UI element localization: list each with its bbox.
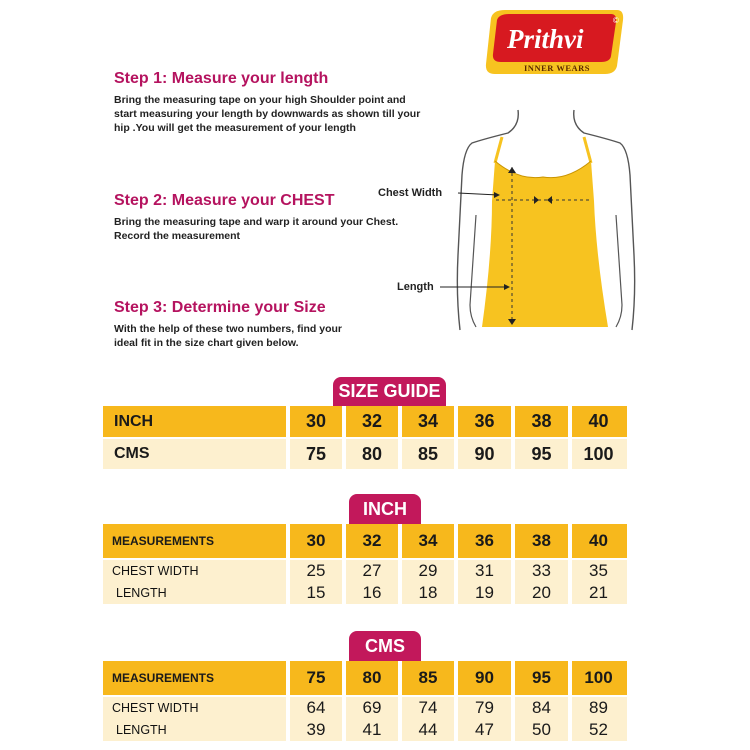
brand-logo-graphic — [483, 8, 625, 76]
cms-table — [103, 661, 627, 741]
cms-length-cell: 41 — [362, 720, 382, 739]
size-guide-inch-cell: 30 — [305, 411, 327, 431]
cms-length-cell: 44 — [418, 720, 438, 739]
inch-length-cell: 21 — [589, 583, 608, 602]
size-guide-cms-cell: 95 — [531, 443, 552, 464]
inch-size-cell: 32 — [362, 531, 382, 550]
step-3-title: Step 3: Determine your Size — [114, 299, 326, 316]
inch-chest-cell: 27 — [362, 561, 382, 580]
size-guide-inch-cell: 36 — [474, 411, 495, 431]
cms-chest-label: CHEST WIDTH — [112, 701, 199, 715]
step-1-text: Bring the measuring tape on your high Shoulder point and start measuring your length by downwards as shown till your hip .You will get the measurement of your length — [114, 94, 421, 134]
step-2-text: Bring the measuring tape and warp it around your Chest. Record the measurement — [114, 216, 399, 242]
brand-tagline: INNER WEARS — [524, 63, 591, 73]
cms-size-cell: 80 — [362, 668, 382, 687]
size-guide-inch-row — [103, 406, 627, 437]
cms-table-title: CMS — [349, 631, 421, 662]
cms-size-cell: 90 — [475, 668, 494, 687]
inch-table — [103, 524, 627, 604]
inch-length-cell: 15 — [306, 583, 326, 602]
inch-chest-label: CHEST WIDTH — [112, 564, 199, 578]
cms-chest-cell: 84 — [532, 698, 551, 717]
length-label: Length — [397, 281, 434, 293]
size-guide-inch-cell: 38 — [531, 411, 552, 431]
cms-size-cell: 95 — [532, 668, 551, 687]
cms-chest-cell: 64 — [306, 698, 326, 717]
chest-width-label: Chest Width — [378, 187, 443, 199]
inch-header-label: MEASUREMENTS — [112, 534, 215, 548]
cms-size-cell: 75 — [306, 668, 326, 687]
inch-header-row — [103, 524, 627, 558]
inch-table-title: INCH — [349, 494, 421, 524]
size-guide-cms-cell: 85 — [417, 443, 439, 464]
cms-length-row — [103, 719, 627, 741]
inch-size-cell: 36 — [475, 531, 494, 550]
brand-logo — [483, 8, 625, 76]
size-guide-title: SIZE GUIDE — [333, 377, 446, 406]
cms-size-cell: 100 — [584, 668, 613, 687]
size-guide-cms-label: CMS — [114, 445, 150, 462]
step-3-text: With the help of these two numbers, find your ideal fit in the size chart given below. — [114, 323, 342, 349]
cms-chest-row — [103, 697, 627, 719]
cms-length-label: LENGTH — [116, 723, 167, 737]
cms-length-cell: 50 — [532, 720, 551, 739]
size-guide-cms-cell: 100 — [583, 443, 614, 464]
step-1-title: Step 1: Measure your length — [114, 70, 329, 87]
cms-size-cell: 85 — [418, 668, 438, 687]
inch-length-row — [103, 582, 627, 604]
inch-chest-cell: 31 — [475, 561, 494, 580]
size-guide-inch-label: INCH — [114, 412, 154, 430]
size-guide-cms-cell: 90 — [474, 443, 495, 464]
step-2-title: Step 2: Measure your CHEST — [114, 192, 335, 209]
inch-chest-cell: 33 — [532, 561, 551, 580]
cms-chest-cell: 74 — [418, 698, 438, 717]
cms-length-cell: 47 — [475, 720, 494, 739]
inch-length-label: LENGTH — [116, 586, 167, 600]
brand-name: Prithvi — [507, 24, 584, 54]
inch-chest-cell: 35 — [589, 561, 608, 580]
cms-chest-cell: 79 — [475, 698, 494, 717]
size-guide-cms-row — [103, 439, 627, 469]
cms-chest-cell: 89 — [589, 698, 608, 717]
inch-size-cell: 40 — [589, 531, 608, 550]
inch-length-cell: 18 — [418, 583, 438, 602]
size-guide-inch-cell: 34 — [417, 411, 439, 431]
inch-chest-cell: 29 — [418, 561, 438, 580]
size-guide-cms-cell: 75 — [305, 443, 327, 464]
cms-chest-cell: 69 — [362, 698, 382, 717]
inch-size-cell: 38 — [532, 531, 551, 550]
inch-size-cell: 30 — [306, 531, 326, 550]
inch-chest-cell: 25 — [306, 561, 326, 580]
inch-length-cell: 16 — [362, 583, 382, 602]
size-guide-table — [103, 406, 627, 469]
camisole-illustration — [372, 105, 640, 337]
cms-header-label: MEASUREMENTS — [112, 671, 215, 685]
inch-length-cell: 19 — [475, 583, 494, 602]
inch-size-cell: 34 — [418, 531, 438, 550]
size-guide-inch-cell: 32 — [361, 411, 383, 431]
cms-length-cell: 52 — [589, 720, 608, 739]
cms-length-cell: 39 — [306, 720, 326, 739]
inch-length-cell: 20 — [532, 583, 551, 602]
camisole-figure — [372, 105, 640, 337]
copyright-mark: © — [613, 16, 619, 25]
cms-header-row — [103, 661, 627, 695]
inch-chest-row — [103, 560, 627, 582]
size-guide-inch-cell: 40 — [588, 411, 609, 431]
size-guide-cms-cell: 80 — [361, 443, 383, 464]
